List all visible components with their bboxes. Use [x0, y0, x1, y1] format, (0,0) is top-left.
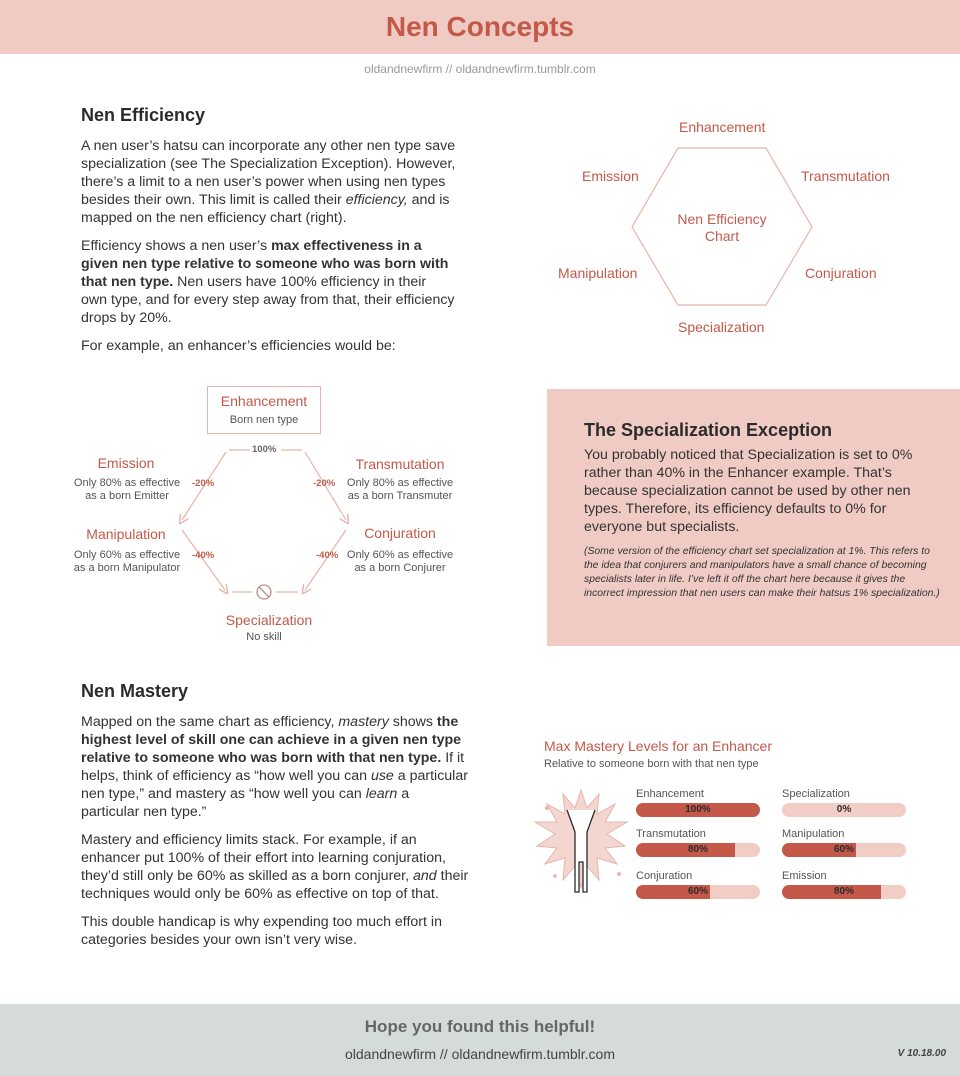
mastery-bar-specialization — [782, 803, 906, 817]
mastery-bar-label-enhancement: Enhancement — [636, 788, 704, 800]
example-transmutation-sub — [340, 477, 460, 503]
version-label: V 10.18.00 — [897, 1048, 946, 1059]
mastery-bar-value-emission: 80% — [833, 886, 854, 897]
chart-label-manipulation: Manipulation — [558, 265, 638, 281]
example-emission-sub-2: as a born Emitter — [85, 490, 169, 502]
mastery-bar-value-transmutation: 80% — [687, 844, 708, 855]
example-pct-top: 100% — [252, 444, 277, 455]
example-enhancement-sub: Born nen type — [229, 414, 299, 426]
efficiency-paragraph-2: Efficiency shows a nen user’s max effectiveness in a given nen type relative to someone who was born with that nen type. Nen users have 100% efficiency in their own type, and for every step away from that, their efficiency drops by 20%. — [81, 238, 455, 326]
example-hexagon — [170, 440, 360, 610]
chart-center-line-1: Nen Efficiency — [677, 211, 767, 227]
footer-credit: oldandnewfirm // oldandnewfirm.tumblr.com — [344, 1046, 615, 1062]
example-transmutation-sub-2: as a born Transmuter — [347, 490, 453, 502]
mastery-bar-emission — [782, 885, 906, 899]
chart-label-transmutation: Transmutation — [801, 168, 890, 184]
example-conjuration-sub-2: as a born Conjurer — [354, 562, 446, 574]
mastery-bar-value-conjuration: 60% — [687, 886, 708, 897]
mastery-text — [81, 713, 471, 959]
mastery-bar-label-manipulation: Manipulation — [782, 828, 845, 840]
page-title: Nen Concepts — [385, 11, 575, 42]
chart-center-label — [652, 211, 792, 245]
example-transmutation-sub-1: Only 80% as effective — [346, 477, 454, 489]
mastery-heading: Nen Mastery — [81, 681, 189, 701]
mastery-bar-manipulation — [782, 843, 906, 857]
example-manipulation-sub — [66, 549, 188, 575]
mastery-chart-title: Max Mastery Levels for an Enhancer — [544, 738, 772, 754]
example-emission-sub — [66, 477, 188, 503]
example-enhancement-title: Enhancement — [220, 393, 308, 409]
example-emission-sub-1: Only 80% as effective — [73, 477, 181, 489]
example-conjuration-sub-1: Only 60% as effective — [346, 549, 454, 561]
example-specialization-sub: No skill — [246, 631, 282, 643]
person-burst-icon — [535, 788, 630, 898]
mastery-paragraph-1: Mapped on the same chart as efficiency, mastery shows the highest level of skill one can achieve in a given nen type relative to someone who was born with that nen type. If it helps, think of efficiency as “how well you can use a particular nen type,” and mastery as “how well you can learn a particular nen type.” — [81, 714, 468, 820]
chart-label-emission: Emission — [582, 168, 639, 184]
exception-heading: The Specialization Exception — [584, 420, 833, 440]
mastery-bar-label-transmutation: Transmutation — [636, 828, 706, 840]
mastery-chart-subtitle: Relative to someone born with that nen type — [544, 758, 759, 770]
exception-body: You probably noticed that Specialization is set to 0% rather than 40% in the Enhancer example. That’s because specialization cannot be used by other nen types. Therefore, its efficiency defaults to 0% for everyone but specialists. — [584, 447, 913, 535]
mastery-bar-conjuration — [636, 885, 760, 899]
mastery-bar-transmutation — [636, 843, 760, 857]
no-symbol-icon — [257, 585, 271, 599]
mastery-bar-enhancement — [636, 803, 760, 817]
example-specialization-title: Specialization — [225, 612, 313, 628]
example-conjuration-title: Conjuration — [364, 525, 436, 541]
page-footer — [0, 1004, 960, 1076]
example-emission-title: Emission — [97, 455, 155, 471]
example-pct-lower-left: -40% — [192, 550, 215, 561]
mastery-paragraph-2: Mastery and efficiency limits stack. For example, if an enhancer put 100% of their effort into learning conjuration, they’d still only be 60% as skilled as a born conjurer, and their techniques would only be 60% as effective on top of that. — [81, 832, 469, 902]
mastery-paragraph-3: This double handicap is why expending too much effort in categories besides your own isn’t very wise. — [81, 914, 442, 948]
chart-label-conjuration: Conjuration — [805, 265, 877, 281]
efficiency-paragraph-3: For example, an enhancer’s efficiencies would be: — [81, 338, 396, 354]
exception-note: (Some version of the efficiency chart set specialization at 1%. This refers to the idea that conjurers and manipulators have a small chance of becoming specialists later in life. I’ve left it off the chart here because it gives the incorrect impression that nen users can make their hatsus 1% specialization.) — [584, 546, 940, 599]
example-pct-lower-right: -40% — [316, 550, 339, 561]
efficiency-heading: Nen Efficiency — [81, 105, 206, 125]
mastery-bar-label-specialization: Specialization — [782, 788, 850, 800]
footer-thanks: Hope you found this helpful! — [364, 1017, 596, 1036]
mastery-bar-value-enhancement: 100% — [685, 804, 711, 815]
mastery-bar-label-emission: Emission — [782, 870, 827, 882]
example-manipulation-title: Manipulation — [86, 526, 166, 542]
mastery-bar-value-specialization: 0% — [836, 804, 852, 815]
example-pct-upper-left: -20% — [192, 478, 215, 489]
page-header — [0, 0, 960, 54]
example-transmutation-title: Transmutation — [355, 456, 445, 472]
example-manipulation-sub-2: as a born Manipulator — [73, 562, 181, 574]
example-pct-upper-right: -20% — [313, 478, 336, 489]
efficiency-text — [81, 137, 456, 365]
example-manipulation-sub-1: Only 60% as effective — [73, 549, 181, 561]
example-conjuration-sub — [340, 549, 460, 575]
specialization-exception-box — [547, 389, 960, 646]
chart-label-specialization: Specialization — [678, 319, 765, 335]
mastery-bar-value-manipulation: 60% — [833, 844, 854, 855]
chart-label-enhancement: Enhancement — [679, 119, 766, 135]
efficiency-paragraph-1: A nen user’s hatsu can incorporate any other nen type save specialization (see The Specialization Exception). However, there’s a limit to a nen user’s power when using nen types besides their own. This limit is called their efficiency, and is mapped on the nen efficiency chart (right). — [81, 138, 456, 226]
chart-center-line-2: Chart — [704, 228, 740, 244]
header-credit: oldandnewfirm // oldandnewfirm.tumblr.com — [364, 62, 596, 76]
mastery-bar-label-conjuration: Conjuration — [636, 870, 693, 882]
